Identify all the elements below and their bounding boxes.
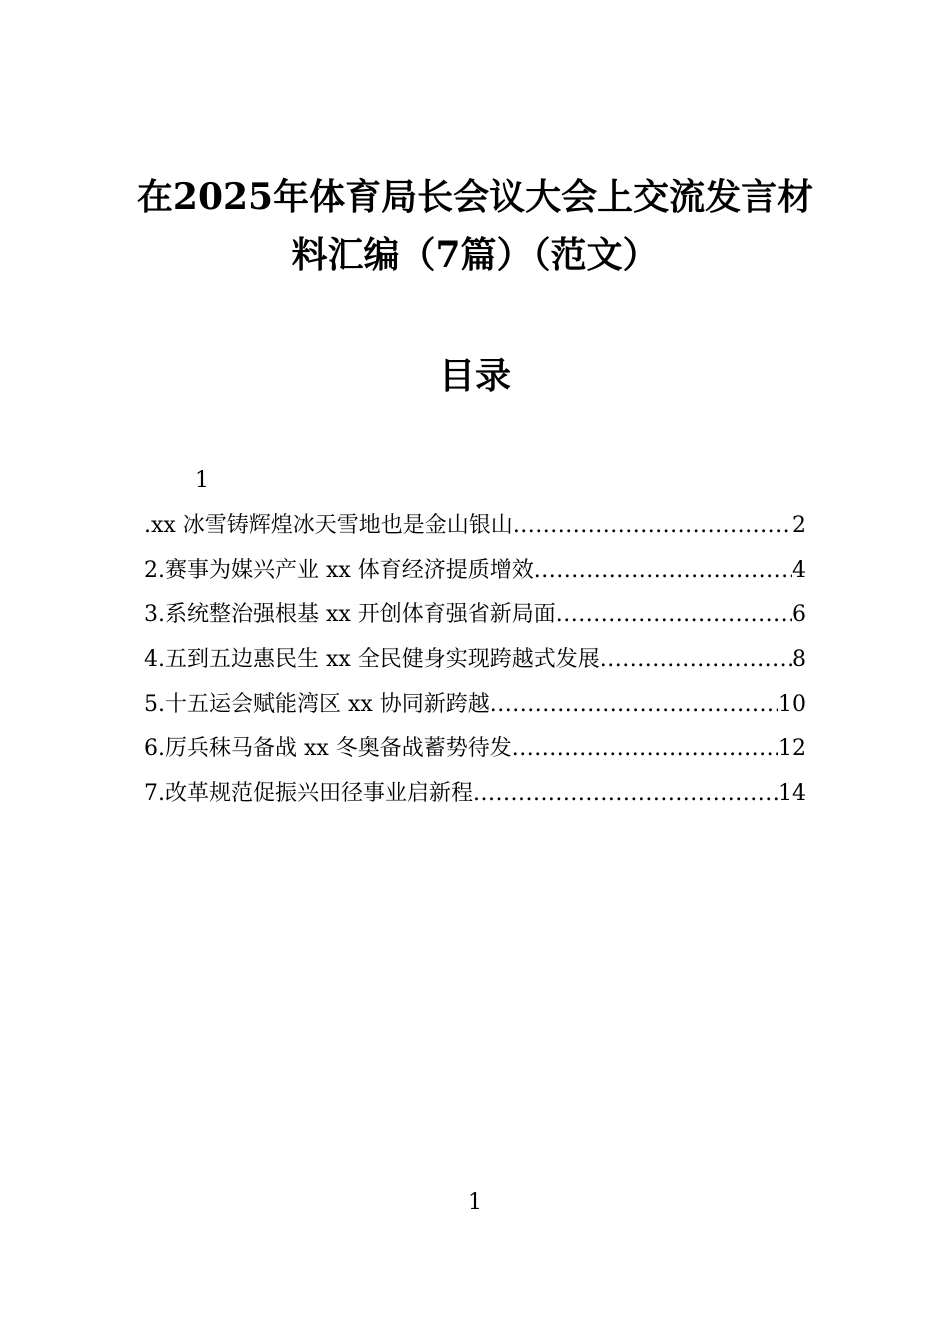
toc-entry-page: 2	[792, 513, 806, 538]
toc-entry-title: 6.厉兵秣马备战 xx 冬奥备战蓄势待发	[144, 736, 512, 762]
toc-entry-7[interactable]	[144, 775, 806, 820]
toc-entry-page: 14	[778, 781, 806, 807]
toc-entry-title: 2.赛事为媒兴产业 xx 体育经济提质增效	[144, 557, 534, 583]
toc-entry-3[interactable]	[144, 596, 806, 641]
toc-entry-title: 3.系统整治强根基 xx 开创体育强省新局面	[144, 602, 556, 628]
toc-stray-number: 1	[195, 468, 209, 493]
toc-entry-5[interactable]	[144, 686, 806, 731]
toc-entry-page: 6	[792, 602, 806, 628]
toc-entry-6[interactable]	[144, 730, 806, 775]
toc-entry-page: 12	[778, 736, 806, 762]
table-of-contents	[144, 507, 806, 820]
toc-entry-page: 8	[792, 647, 806, 673]
document-title-line-2: 料汇编（7篇）（范文）	[291, 234, 659, 276]
toc-dot-leader	[600, 641, 792, 679]
toc-entry-title: .xx 冰雪铸辉煌冰天雪地也是金山银山	[144, 513, 513, 538]
toc-dot-leader	[513, 507, 792, 545]
toc-entry-4[interactable]	[144, 641, 806, 686]
toc-dot-leader	[473, 775, 778, 813]
page-number: 1	[468, 1190, 482, 1215]
toc-entry-page: 4	[792, 557, 806, 583]
toc-dot-leader	[512, 730, 778, 768]
toc-dot-leader	[490, 686, 778, 724]
toc-entry-title: 5.十五运会赋能湾区 xx 协同新跨越	[144, 691, 490, 717]
document-title	[0, 168, 950, 284]
toc-entry-title: 4.五到五边惠民生 xx 全民健身实现跨越式发展	[144, 647, 600, 673]
toc-heading: 目录	[438, 355, 511, 397]
toc-dot-leader	[534, 552, 792, 590]
document-title-line-1: 在2025年体育局长会议大会上交流发言材	[136, 176, 814, 218]
toc-entry-2[interactable]	[144, 552, 806, 597]
toc-dot-leader	[556, 596, 792, 634]
toc-entry-title: 7.改革规范促振兴田径事业启新程	[144, 781, 473, 807]
toc-entry-1[interactable]	[144, 507, 806, 552]
toc-entry-page: 10	[778, 691, 806, 717]
